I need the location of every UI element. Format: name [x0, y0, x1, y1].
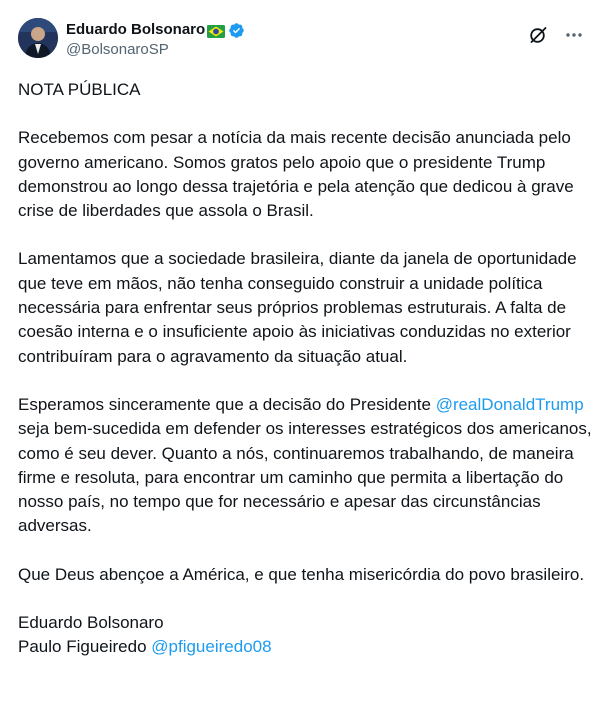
signature-line-1: Eduardo Bolsonaro [18, 613, 164, 633]
tweet-header [18, 18, 585, 62]
author-names [66, 20, 245, 60]
mention-pfigueiredo08[interactable]: @pfigueiredo08 [151, 637, 272, 657]
verified-badge-icon[interactable] [228, 22, 245, 39]
post-paragraph-3 [18, 393, 593, 539]
post-paragraph-1: Recebemos com pesar a notícia da mais recente decisão anunciada pelo governo americano. Somos gratos pelo apoio que o presidente Trump demonstrou ao longo dessa trajetória e pela atenção que dedicou à grave crise de liberdades que assola o Brasil. [18, 128, 574, 221]
author-handle[interactable]: @BolsonaroSP [66, 41, 169, 58]
brazil-flag-icon [207, 24, 225, 37]
signature-line-2 [18, 635, 593, 659]
mention-realdonaldtrump[interactable]: @realDonaldTrump [435, 394, 584, 414]
header-actions [527, 24, 585, 46]
author-name[interactable]: Eduardo Bolsonaro [66, 21, 206, 38]
author-name-row[interactable] [66, 20, 245, 40]
signature-2-name: Paulo Figueiredo [18, 637, 152, 657]
avatar[interactable] [18, 18, 58, 58]
paragraph-3-start: Esperamos sinceramente que a decisão do Presidente [18, 394, 436, 414]
post-title: NOTA PÚBLICA [18, 80, 141, 99]
grok-icon[interactable] [527, 24, 549, 46]
tweet-text [18, 78, 593, 660]
post-paragraph-2: Lamentamos que a sociedade brasileira, diante da janela de oportunidade que teve em mãos, não tenha conseguido construir a unidade política necessária para enfrentar seus próprios problemas estruturais. A falta de coesão interna e o insuficiente apoio às iniciativas conduzidas no exterior contribuíram para o agravamento da situação atual. [18, 249, 577, 366]
more-horizontal-icon[interactable] [563, 24, 585, 46]
avatar-image [18, 18, 58, 58]
paragraph-3-end: seja bem-sucedida em defender os interesses estratégicos dos americanos, como é seu dever. Quanto a nós, continuaremos trabalhando, de maneira firme e resoluta, para encontrar um caminho que permita a libertação do nosso país, no tempo que for necessário e apesar das circunstâncias adversas. [18, 419, 592, 536]
post-paragraph-4: Que Deus abençoe a América, e que tenha misericórdia do povo brasileiro. [18, 564, 585, 584]
